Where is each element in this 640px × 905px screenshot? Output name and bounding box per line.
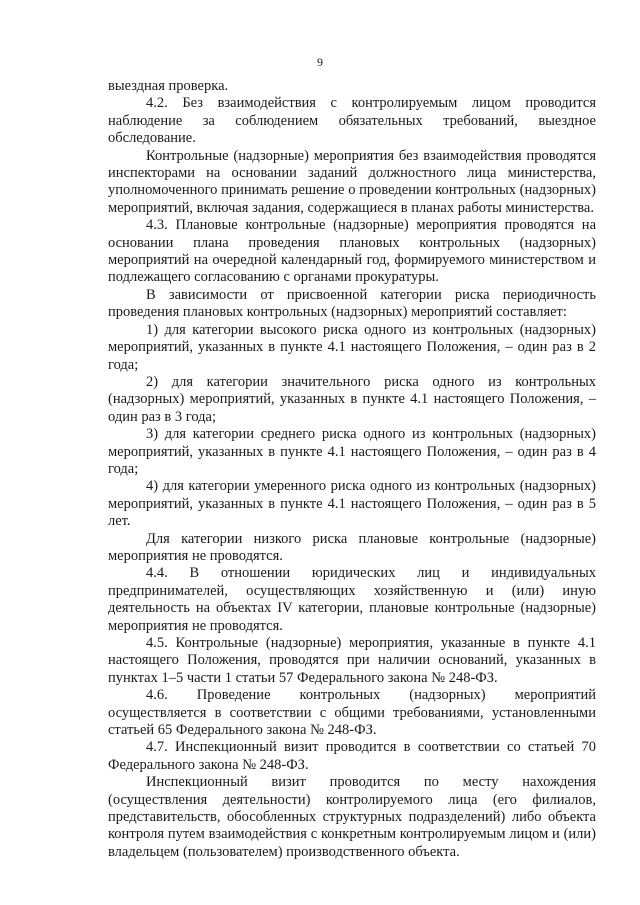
paragraph-5: В зависимости от присвоенной категории риска периодичность проведения плановых контрольных (надзорных) мероприятий составляет: bbox=[108, 286, 596, 321]
page-number: 9 bbox=[317, 55, 323, 69]
paragraph-15: Инспекционный визит проводится по месту нахождения (осуществления деятельности) контролируемого лица (его филиалов, представительств, обособленных структурных подразделений) либо объекта контроля путем взаимодействия с конкретным контролируемым лицом и (или) владельцем (пользователем) производственного объекта. bbox=[108, 774, 596, 860]
paragraph-14: 4.7. Инспекционный визит проводится в соответствии со статьей 70 Федерального закона № 248-ФЗ. bbox=[108, 739, 596, 773]
paragraph-7: 2) для категории значительного риска одного из контрольных (надзорных) мероприятий, указанных в пункте 4.1 настоящего Положения, – один раз в 3 года; bbox=[108, 373, 596, 425]
paragraph-13: 4.6. Проведение контрольных (надзорных) мероприятий осуществляется в соответствии с общими требованиями, установленными статьей 65 Федерального закона № 248-ФЗ. bbox=[108, 687, 596, 739]
paragraph-2: 4.2. Без взаимодействия с контролируемым лицом проводится наблюдение за соблюдением обязательных требований, выездное обследование. bbox=[108, 95, 596, 147]
paragraph-12: 4.5. Контрольные (надзорные) мероприятия, указанные в пункте 4.1 настоящего Положения, проводятся при наличии оснований, указанных в пунктах 1–5 части 1 статьи 57 Федерального закона № 248-ФЗ. bbox=[108, 635, 596, 686]
document-body bbox=[108, 78, 596, 861]
paragraph-10: Для категории низкого риска плановые контрольные (надзорные) мероприятия не проводятся. bbox=[108, 530, 596, 564]
paragraph-4: 4.3. Плановые контрольные (надзорные) мероприятия проводятся на основании плана проведения плановых контрольных (надзорных) мероприятий на очередной календарный год, формируемого министерством и подлежащего согласованию с органами прокуратуры. bbox=[108, 217, 596, 286]
paragraph-1: выездная проверка. bbox=[108, 78, 229, 94]
paragraph-8: 3) для категории среднего риска одного из контрольных (надзорных) мероприятий, указанных в пункте 4.1 настоящего Положения, – один раз в 4 года; bbox=[108, 426, 596, 477]
paragraph-11: 4.4. В отношении юридических лиц и индивидуальных предпринимателей, осуществляющих хозяйственную и (или) иную деятельность на объектах IV категории, плановые контрольные (надзорные) мероприятия не проводятся. bbox=[108, 565, 596, 634]
paragraph-6: 1) для категории высокого риска одного из контрольных (надзорных) мероприятий, указанных в пункте 4.1 настоящего Положения, – один раз в 2 года; bbox=[108, 321, 596, 373]
paragraph-9: 4) для категории умеренного риска одного из контрольных (надзорных) мероприятий, указанных в пункте 4.1 настоящего Положения, – один раз в 5 лет. bbox=[108, 478, 596, 530]
paragraph-3: Контрольные (надзорные) мероприятия без взаимодействия проводятся инспекторами на основании заданий должностного лица министерства, уполномоченного принимать решение о проведении контрольных (надзорных) мероприятий, включая задания, содержащиеся в планах работы министерства. bbox=[108, 147, 596, 216]
